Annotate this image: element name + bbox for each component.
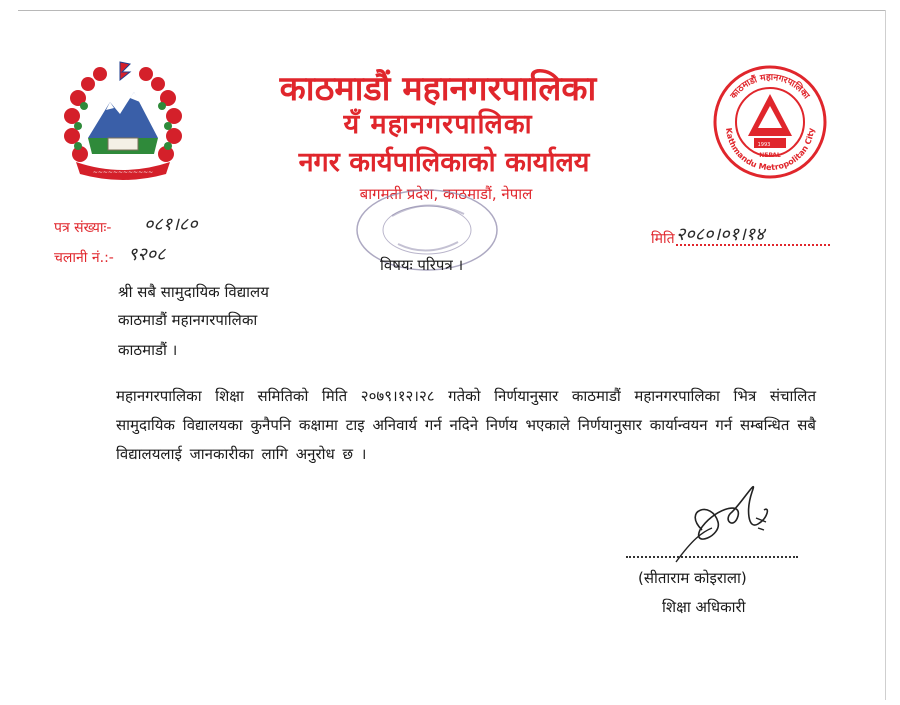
signatory-name: (सीताराम कोइराला) xyxy=(638,569,747,587)
signatory-title: शिक्षा अधिकारी xyxy=(662,598,746,616)
letter-number-label: पत्र संख्याः- xyxy=(54,220,112,236)
addressee-line-3: काठमाडौं । xyxy=(118,341,178,359)
subject-line: विषयः परिपत्र । xyxy=(380,256,464,274)
letter-body: महानगरपालिका शिक्षा समितिको मिति २०७९।१२।२८ गतेको निर्णयानुसार काठमाडौं महानगरपालिका भित्र संचालित सामुदायिक विद्यालयका कुनैपनि कक्षामा टाइ अनिवार्य गर्न नदिने निर्णय भएकाले निर्णयानुसार कार्यान्वयन गर्न सम्बन्धित सबै विद्यालयलाई जानकारीका लागि अनुरोध छ । xyxy=(116,387,816,463)
top-border-line xyxy=(18,10,886,11)
addressee-line-1: श्री सबै सामुदायिक विद्यालय xyxy=(118,283,269,301)
svg-text:~~~~~~~~~~~~: ~~~~~~~~~~~~ xyxy=(92,169,154,176)
handwritten-signature xyxy=(672,470,782,565)
date-value: २०८०।०१।१४ xyxy=(676,224,765,245)
office-name-heading: काठमाडौं महानगरपालिका xyxy=(279,69,597,109)
dispatch-number-label: चलानी नं.:- xyxy=(54,250,114,266)
office-address: बागमती प्रदेश, काठमाडौं, नेपाल xyxy=(359,185,533,203)
seal-ring-text-top: काठमाडौं महानगरपालिका xyxy=(728,72,812,102)
seal-ring-text-en: Kathmandu Metropolitan City xyxy=(723,127,817,173)
seal-year: 1993 xyxy=(757,142,771,148)
office-subheading: नगर कार्यपालिकाको कार्यालय xyxy=(298,147,590,178)
date-dotted-line xyxy=(676,244,830,246)
signature-dotted-line xyxy=(626,556,798,558)
kmc-seal-icon xyxy=(712,64,828,180)
letter-number-value: ०८१।८० xyxy=(144,214,198,235)
dispatch-number-value: ९२०८ xyxy=(128,244,166,265)
office-name-newari: यँ महानगरपालिका xyxy=(343,109,533,140)
date-label: मिति xyxy=(651,231,675,247)
addressee-line-2: काठमाडौं महानगरपालिका xyxy=(118,311,258,329)
seal-country: NEPAL xyxy=(759,152,781,159)
